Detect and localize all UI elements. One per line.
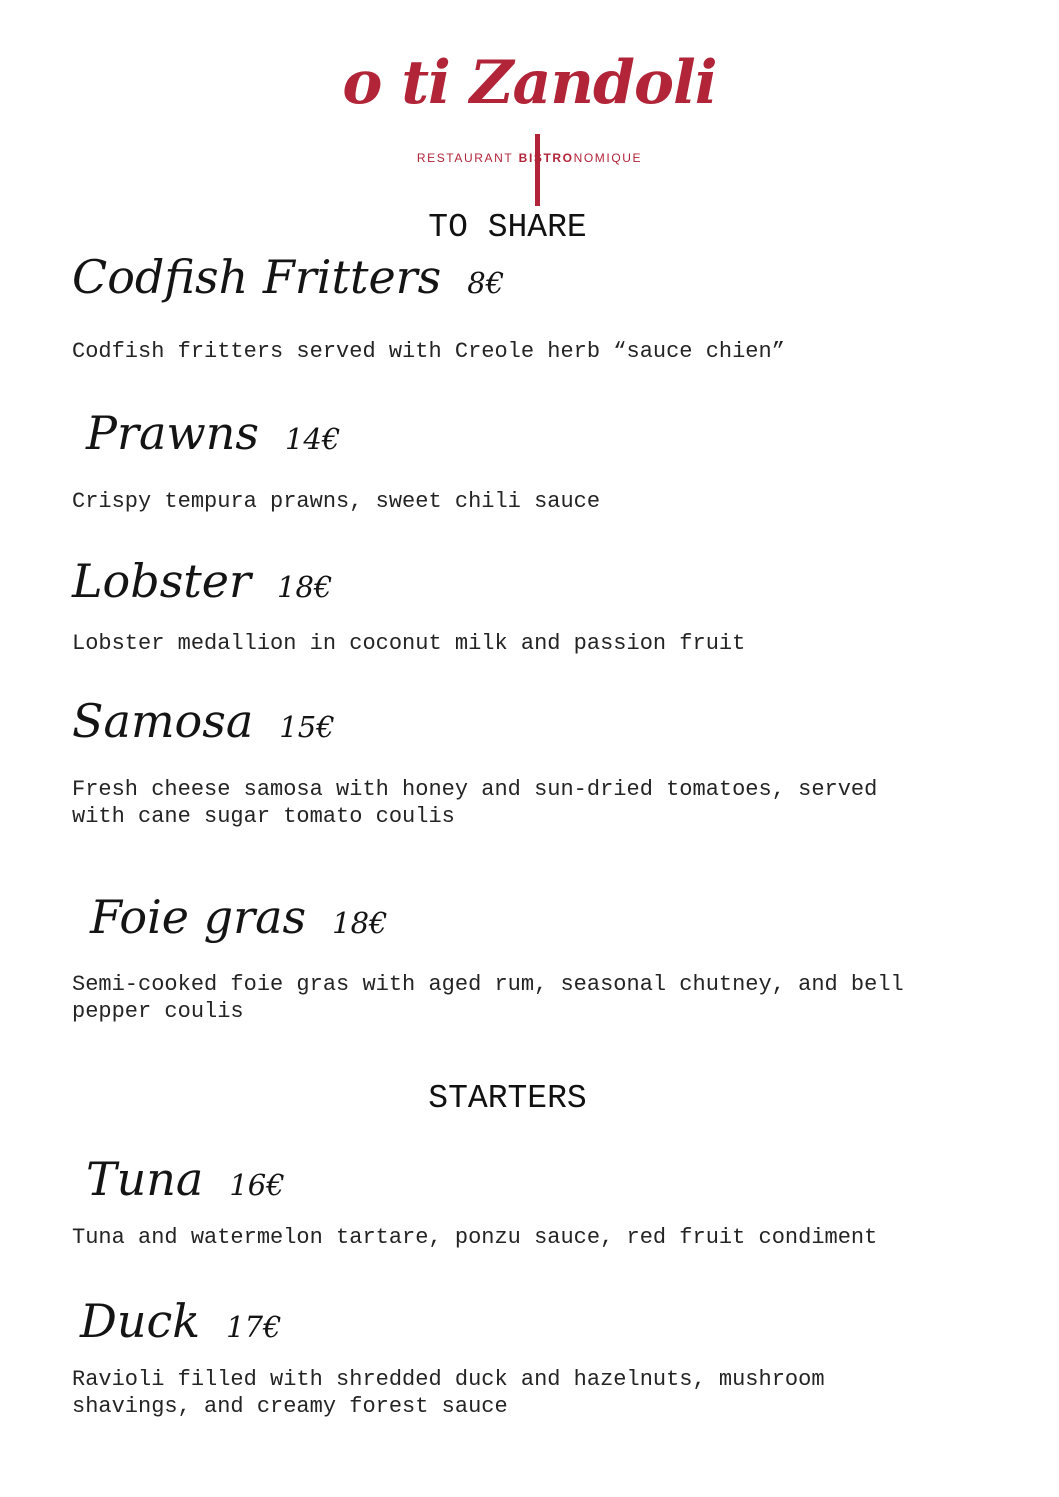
dish-description [72, 1224, 982, 1251]
dish-name: Codfish Fritters [72, 250, 442, 304]
dish-description-line: pepper coulis [72, 999, 244, 1024]
section-heading-starters: STARTERS [428, 1080, 587, 1117]
menu-item-duck [80, 1294, 282, 1348]
dish-price: 14€ [284, 422, 341, 456]
dish-price: 17€ [226, 1310, 282, 1344]
dish-description [72, 776, 982, 830]
dish-price: 18€ [332, 906, 388, 940]
dish-description-line: shavings, and creamy forest sauce [72, 1394, 508, 1419]
logo-subtitle-restaurant: RESTAURANT [416, 151, 514, 165]
menu-item-lobster [72, 554, 332, 608]
menu-item-codfish-fritters [72, 250, 504, 304]
dish-name: Foie gras [90, 890, 307, 944]
dish-description-line: Crispy tempura prawns, sweet chili sauce [72, 489, 601, 514]
dish-price: 18€ [277, 570, 333, 604]
menu-item-samosa [72, 694, 335, 748]
menu-item-foie-gras [90, 890, 387, 944]
dish-name: Duck [80, 1294, 201, 1348]
dish-description [72, 1366, 982, 1420]
menu-item-prawns [86, 406, 340, 460]
dish-name: Prawns [86, 406, 259, 460]
dish-description [72, 971, 982, 1025]
dish-price: 15€ [279, 710, 335, 744]
logo-brush-stroke-icon [535, 134, 540, 206]
logo-wordmark: o ti Zandoli [342, 48, 717, 118]
logo-subtitle [0, 151, 1059, 165]
dish-name: Samosa [72, 694, 254, 748]
dish-price: 8€ [467, 266, 505, 300]
dish-description [72, 630, 982, 657]
dish-description-line: Codfish fritters served with Creole herb “sauce chien” [72, 339, 785, 364]
logo-subtitle-bistro: BISTRO [518, 151, 574, 165]
dish-description-line: with cane sugar tomato coulis [72, 804, 455, 829]
dish-description [72, 338, 982, 365]
dish-description-line: Fresh cheese samosa with honey and sun-dried tomatoes, served [72, 777, 878, 802]
dish-price: 16€ [229, 1168, 285, 1202]
dish-description-line: Semi-cooked foie gras with aged rum, seasonal chutney, and bell [72, 972, 904, 997]
dish-description-line: Tuna and watermelon tartare, ponzu sauce, red fruit condiment [72, 1225, 878, 1250]
dish-description-line: Lobster medallion in coconut milk and passion fruit [72, 631, 746, 656]
dish-name: Lobster [72, 554, 251, 608]
dish-description [72, 488, 982, 515]
dish-name: Tuna [86, 1152, 204, 1206]
logo-subtitle-nomique: NOMIQUE [573, 151, 643, 165]
dish-description-line: Ravioli filled with shredded duck and hazelnuts, mushroom [72, 1367, 825, 1392]
section-heading-to-share: TO SHARE [428, 209, 587, 246]
menu-item-tuna [86, 1152, 285, 1206]
